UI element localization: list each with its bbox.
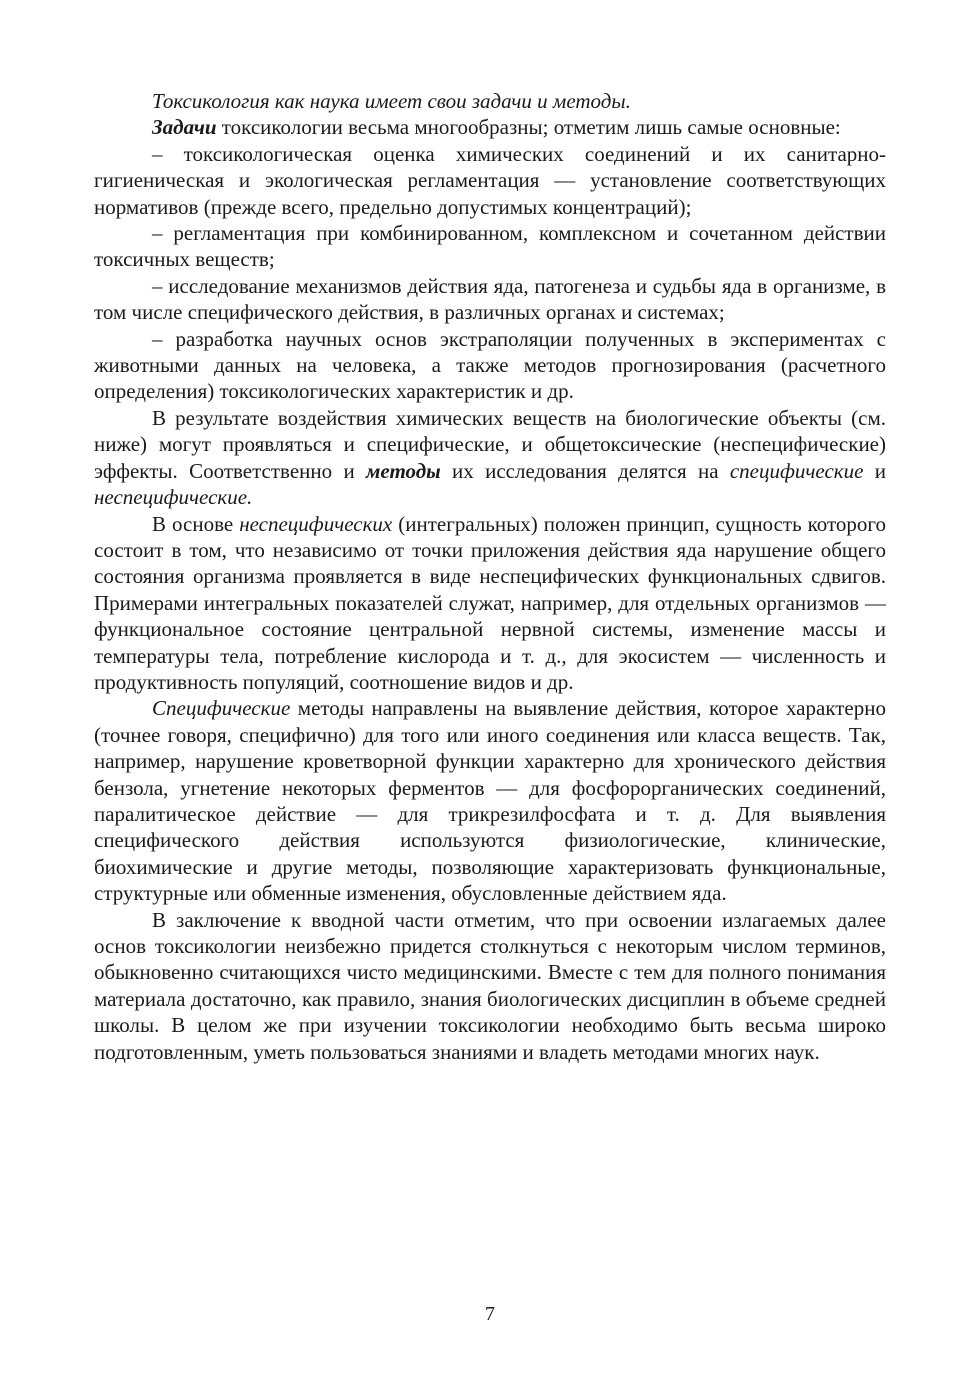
nonspecific-lead: В основе — [152, 511, 240, 536]
tasks-term: Задачи — [152, 115, 217, 140]
nonspecific-para-term: неспецифических — [239, 511, 393, 536]
nonspecific-text: (интегральных) положен принцип, сущность которого состоит в том, что независимо от точки приложения действия яда нарушение общего состояния организма проявляется в виде неспецифических функциональных сдвигов. Примерами интегральных показателей служат, например, для отдельных организмов — функциональное состояние центральной нервной системы, изменение массы и температуры тела, потребление кислорода и т. д., для экосистем — численность и продуктивность популяций, соотношение видов и др. — [94, 511, 887, 694]
tasks-paragraph — [94, 114, 886, 140]
task-item: – токсикологическая оценка химических соединений и их санитарно-гигиеническая и экологическая регламентация — установление соответствующих нормативов (прежде всего, предельно допустимых концентраций); — [94, 141, 886, 219]
conclusion-paragraph: В заключение к вводной части отметим, что при освоении излагаемых далее основ токсикологии неизбежно придется столкнуться с некоторым числом терминов, обыкновенно считающихся чисто медицинскими. Вместе с тем для полного понимания материала достаточно, как правило, знания биологических дисциплин в объеме средней школы. В целом же при изучении токсикологии необходимо быть весьма широко подготовленным, уметь пользоваться знаниями и владеть методами многих наук. — [94, 907, 886, 1064]
document-body — [94, 88, 886, 1065]
task-item: – исследование механизмов действия яда, патогенеза и судьбы яда в организме, в том числе специфического действия, в различных органах и системах; — [94, 273, 886, 325]
methods-intro-text: В результате воздействия химических веществ на биологические объекты (см. ниже) могут проявляться и специфические, и общетоксические (неспецифические) эффекты. Соответственно и — [94, 405, 886, 483]
tasks-text: токсикологии весьма многообразны; отметим лишь самые основные: — [221, 115, 841, 140]
intro-heading — [94, 88, 886, 114]
nonspecific-paragraph — [94, 511, 886, 696]
methods-term: методы — [366, 458, 441, 483]
task-item: – регламентация при комбинированном, комплексном и сочетанном действии токсичных веществ; — [94, 221, 886, 272]
specific-paragraph — [94, 695, 886, 906]
intro-heading-text: Токсикология как наука имеет свои задачи и методы. — [152, 89, 631, 113]
nonspecific-term: неспецифические. — [94, 485, 253, 510]
specific-term: специфические — [729, 458, 864, 483]
methods-intro-paragraph — [94, 405, 886, 511]
task-item: – разработка научных основ экстраполяции полученных в экспериментах с животными данных на человека, а также методов прогнозирования (расчетного определения) токсикологических характеристик и др. — [94, 326, 886, 404]
methods-intro-middle: их исследования делятся на — [440, 458, 730, 483]
specific-para-term: Специфические — [152, 696, 291, 721]
specific-text: методы направлены на выявление действия, которое характерно (точнее говоря, специфично) для того или иного соединения или класса веществ. Так, например, нарушение кроветворной функции характерно для хронического действия бензола, угнетение некоторых ферментов — для фосфорорганических соединений, паралитическое действие — для трикрезилфосфата и т. д. Для выявления специфического действия используются физиологические, клинические, биохимические и другие методы, позволяющие характеризовать функциональные, структурные или обменные изменения, обусловленные действием яда. — [94, 696, 886, 906]
page-number: 7 — [485, 1303, 495, 1325]
methods-conj: и — [863, 458, 886, 483]
